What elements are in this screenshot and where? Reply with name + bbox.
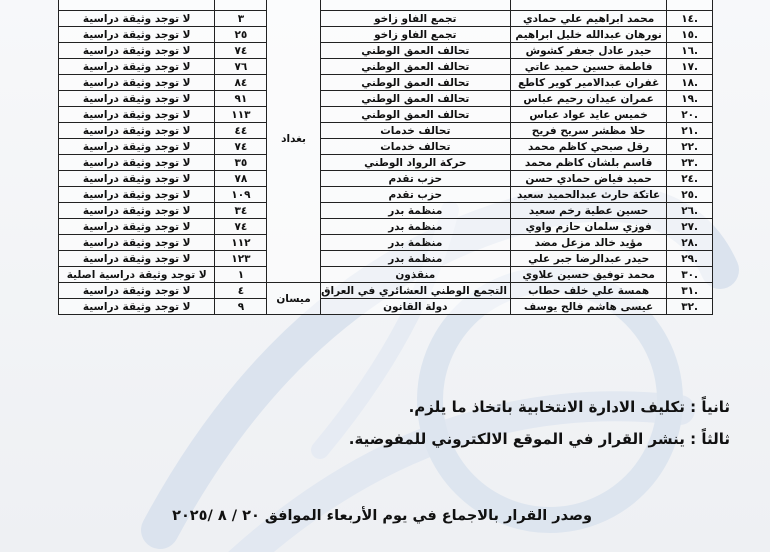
row-number-cell: .٢٤ [667, 171, 713, 187]
row-number-cell: .٢٨ [667, 235, 713, 251]
candidate-name-cell: غفران عبدالامير كوير كاطع [510, 75, 666, 91]
list-name-cell: حزب تقدم [320, 187, 510, 203]
list-name-cell: منظمة بدر [320, 235, 510, 251]
votes-cell: ١١٣ [215, 107, 267, 123]
list-name-cell: دولة القانون [320, 299, 510, 315]
note-cell: لا توجد وثيقة دراسية [59, 203, 215, 219]
province-cell-baghdad: بغداد [267, 0, 320, 283]
candidate-name-cell: حميد فياض حمادي حسن [510, 171, 666, 187]
candidate-name-cell: مؤيد خالد مزعل مضد [510, 235, 666, 251]
note-cell: لا توجد وثيقة دراسية [59, 171, 215, 187]
note-cell: لا توجد وثيقة دراسية [59, 235, 215, 251]
clause-second: ثانياً : تكليف الادارة الانتخابية باتخاذ ما يلزم. [408, 398, 730, 416]
votes-cell: ٩١ [215, 91, 267, 107]
note-cell: لا توجد وثيقة دراسية [59, 107, 215, 123]
votes-cell: ١٠٩ [215, 187, 267, 203]
table-row [59, 283, 713, 299]
list-name-cell: تحالف العمق الوطني [320, 43, 510, 59]
note-cell: لا توجد وثيقة دراسية [59, 75, 215, 91]
note-cell: لا توجد وثيقة دراسية [59, 155, 215, 171]
candidate-name-cell: حيدر عادل جعفر كشوش [510, 43, 666, 59]
table-row [59, 75, 713, 91]
table-row [59, 203, 713, 219]
list-name-cell [320, 0, 510, 11]
table-row [59, 187, 713, 203]
table-row [59, 251, 713, 267]
row-number-cell: .٢٩ [667, 251, 713, 267]
note-cell: لا توجد وثيقة دراسية [59, 299, 215, 315]
votes-cell: ٣٥ [215, 155, 267, 171]
note-cell: لا توجد وثيقة دراسية [59, 11, 215, 27]
row-number-cell [667, 0, 713, 11]
list-name-cell: تجمع الفاو زاخو [320, 27, 510, 43]
candidate-name-cell: قاسم بلشان كاظم محمد [510, 155, 666, 171]
list-name-cell: منظمة بدر [320, 219, 510, 235]
table-row [59, 27, 713, 43]
list-name-cell: منقذون [320, 267, 510, 283]
table-row [59, 0, 713, 11]
row-number-cell: .٢١ [667, 123, 713, 139]
clause-third: ثالثاً : ينشر القرار في الموقع الالكتروني للمفوضية. [348, 430, 730, 448]
votes-cell: ٣٤ [215, 203, 267, 219]
note-cell: لا توجد وثيقة دراسية [59, 43, 215, 59]
issued-statement: وصدر القرار بالاجماع في يوم الأربعاء الموافق ٢٠ / ٨ /٢٠٢٥ [172, 508, 592, 524]
row-number-cell: .١٥ [667, 27, 713, 43]
list-name-cell: تحالف خدمات [320, 139, 510, 155]
votes-cell: ٨٤ [215, 75, 267, 91]
table-row [59, 59, 713, 75]
row-number-cell: .١٧ [667, 59, 713, 75]
candidates-table [58, 0, 713, 315]
candidate-name-cell: حلا مظشر سريح فريح [510, 123, 666, 139]
table-row [59, 139, 713, 155]
votes-cell: ١١٢ [215, 235, 267, 251]
list-name-cell: تجمع الفاو زاخو [320, 11, 510, 27]
table-row [59, 299, 713, 315]
candidate-name-cell: همسة علي خلف حطاب [510, 283, 666, 299]
votes-cell: ٧٤ [215, 139, 267, 155]
note-cell: لا توجد وثيقة دراسية [59, 27, 215, 43]
list-name-cell: تحالف العمق الوطني [320, 91, 510, 107]
candidate-name-cell: حيدر عبدالرضا جبر علي [510, 251, 666, 267]
votes-cell: ٤٤ [215, 123, 267, 139]
votes-cell: ٧٤ [215, 43, 267, 59]
table-row [59, 155, 713, 171]
table-row [59, 91, 713, 107]
votes-cell: ٣ [215, 11, 267, 27]
note-cell: لا توجد وثيقة دراسية [59, 219, 215, 235]
list-name-cell: حزب تقدم [320, 171, 510, 187]
row-number-cell: .٢٢ [667, 139, 713, 155]
votes-cell: ٩ [215, 299, 267, 315]
row-number-cell: .١٩ [667, 91, 713, 107]
table-row [59, 235, 713, 251]
candidate-name-cell: عيسى هاشم فالح يوسف [510, 299, 666, 315]
votes-cell: ٧٨ [215, 171, 267, 187]
list-name-cell: منظمة بدر [320, 251, 510, 267]
candidate-name-cell [510, 0, 666, 11]
votes-cell: ١٢٣ [215, 251, 267, 267]
row-number-cell: .٣١ [667, 283, 713, 299]
row-number-cell: .٣٠ [667, 267, 713, 283]
decision-clauses [349, 398, 730, 462]
list-name-cell: تحالف خدمات [320, 123, 510, 139]
row-number-cell: .١٤ [667, 11, 713, 27]
candidate-name-cell: فاطمة حسين حميد عاتي [510, 59, 666, 75]
list-name-cell: تحالف العمق الوطني [320, 107, 510, 123]
list-name-cell: تحالف العمق الوطني [320, 75, 510, 91]
candidate-name-cell: خميس عايد عواد عباس [510, 107, 666, 123]
note-cell: لا توجد وثيقة دراسية [59, 251, 215, 267]
row-number-cell: .٢٥ [667, 187, 713, 203]
row-number-cell: .١٨ [667, 75, 713, 91]
candidate-name-cell: عمران عيدان رحيم عباس [510, 91, 666, 107]
votes-cell [215, 0, 267, 11]
votes-cell: ٧٦ [215, 59, 267, 75]
list-name-cell: التجمع الوطني العشائري في العراق [320, 283, 510, 299]
votes-cell: ٢٥ [215, 27, 267, 43]
row-number-cell: .٢٦ [667, 203, 713, 219]
table-row [59, 123, 713, 139]
table-row [59, 171, 713, 187]
note-cell: لا توجد وثيقة دراسية اصلية [59, 267, 215, 283]
candidate-name-cell: عاتكة حارث عبدالحميد سعيد [510, 187, 666, 203]
row-number-cell: .٢٣ [667, 155, 713, 171]
votes-cell: ٤ [215, 283, 267, 299]
votes-cell: ٧٤ [215, 219, 267, 235]
note-cell: لا توجد وثيقة دراسية [59, 91, 215, 107]
table-row [59, 43, 713, 59]
note-cell: لا توجد وثيقة دراسية [59, 283, 215, 299]
row-number-cell: .٣٢ [667, 299, 713, 315]
table-row [59, 11, 713, 27]
candidate-name-cell: محمد ابراهيم علي حمادي [510, 11, 666, 27]
note-cell: لا توجد وثيقة دراسية [59, 59, 215, 75]
votes-cell: ١ [215, 267, 267, 283]
list-name-cell: منظمة بدر [320, 203, 510, 219]
candidate-name-cell: محمد توفيق حسين علاوي [510, 267, 666, 283]
candidate-name-cell: حسين عطية رخم سعيد [510, 203, 666, 219]
note-cell: لا توجد وثيقة دراسية [59, 187, 215, 203]
row-number-cell: .٢٠ [667, 107, 713, 123]
list-name-cell: تحالف العمق الوطني [320, 59, 510, 75]
candidate-name-cell: رقل صبحي كاظم محمد [510, 139, 666, 155]
table-row [59, 219, 713, 235]
candidate-name-cell: نورهان عبدالله خليل ابراهيم [510, 27, 666, 43]
candidate-name-cell: فوزي سلمان حازم واوي [510, 219, 666, 235]
note-cell: لا توجد وثيقة دراسية [59, 139, 215, 155]
note-cell: لا توجد وثيقة دراسية [59, 123, 215, 139]
province-cell-maysan: ميسان [267, 283, 320, 315]
row-number-cell: .١٦ [667, 43, 713, 59]
note-cell [59, 0, 215, 11]
table-row [59, 107, 713, 123]
list-name-cell: حركة الرواد الوطني [320, 155, 510, 171]
table-row [59, 267, 713, 283]
row-number-cell: .٢٧ [667, 219, 713, 235]
